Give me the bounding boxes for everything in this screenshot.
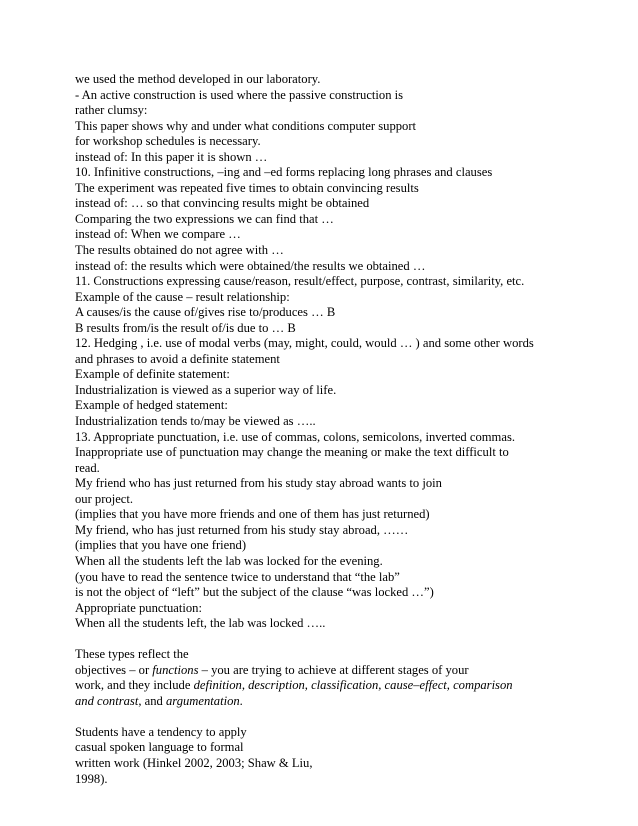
text-line: Comparing the two expressions we can find that …: [75, 211, 334, 226]
text-line: our project.: [75, 491, 134, 506]
text-line: The results obtained do not agree with …: [75, 243, 284, 258]
text-line: 13. Appropriate punctuation, i.e. use of commas, colons, semicolons, inverted commas.: [75, 429, 515, 444]
text-line: (implies that you have more friends and one of them has just returned): [75, 507, 430, 522]
text-run: .: [239, 693, 243, 708]
text-line: My friend, who has just returned from his study stay abroad, ……: [75, 522, 409, 537]
text-line: [75, 678, 615, 694]
text-line: 11. Constructions expressing cause/reason, result/effect, purpose, contrast, similarity, etc.: [75, 274, 525, 289]
italic-term: and contrast: [75, 693, 139, 708]
text-line: B results from/is the result of/is due to … B: [75, 320, 296, 335]
text-line: read.: [75, 460, 100, 475]
italic-term: definition, description, classification, cause–effect, comparison: [193, 678, 513, 693]
text-line: (you have to read the sentence twice to understand that “the lab”: [75, 569, 400, 584]
text-line: rather clumsy:: [75, 103, 148, 118]
text-line: casual spoken language to formal: [75, 740, 244, 755]
text-line: (implies that you have one friend): [75, 538, 247, 553]
text-line: Example of definite statement:: [75, 367, 230, 382]
text-line: Industrialization is viewed as a superior way of life.: [75, 382, 337, 397]
text-line: [75, 694, 615, 710]
text-run: – you are trying to achieve at different stages of your: [198, 662, 469, 677]
text-line: Appropriate punctuation:: [75, 600, 202, 615]
text-line: is not the object of “left” but the subject of the clause “was locked …”): [75, 585, 434, 600]
text-line: Industrialization tends to/may be viewed as …..: [75, 414, 316, 429]
text-line: 12. Hedging , i.e. use of modal verbs (may, might, could, would … ) and some other words: [75, 336, 534, 351]
text-line: Students have a tendency to apply: [75, 724, 247, 739]
text-line: for workshop schedules is necessary.: [75, 134, 261, 149]
paragraph-students: [75, 725, 615, 787]
paragraph-types: [75, 647, 615, 709]
text-line: Example of hedged statement:: [75, 398, 228, 413]
text-line: A causes/is the cause of/gives rise to/produces … B: [75, 305, 336, 320]
text-line: instead of: … so that convincing results might be obtained: [75, 196, 370, 211]
text-line: Inappropriate use of punctuation may change the meaning or make the text difficult to: [75, 445, 509, 460]
text-line: When all the students left, the lab was locked …..: [75, 616, 326, 631]
document-page: [75, 72, 615, 787]
text-line: 1998).: [75, 771, 108, 786]
text-line: written work (Hinkel 2002, 2003; Shaw & Liu,: [75, 755, 313, 770]
paragraph-gap: [75, 709, 615, 725]
text-run: work, and they include: [75, 678, 194, 693]
text-line: The experiment was repeated five times to obtain convincing results: [75, 180, 419, 195]
text-line: When all the students left the lab was locked for the evening.: [75, 553, 383, 568]
text-line: and phrases to avoid a definite statement: [75, 351, 280, 366]
text-line: we used the method developed in our laboratory.: [75, 72, 321, 86]
paragraph-gap: [75, 632, 615, 648]
text-line: 10. Infinitive constructions, –ing and –ed forms replacing long phrases and clauses: [75, 165, 493, 180]
text-line: [75, 663, 615, 679]
text-line: instead of: the results which were obtained/the results we obtained …: [75, 258, 426, 273]
text-line: instead of: When we compare …: [75, 227, 241, 242]
text-run: objectives – or: [75, 662, 153, 677]
text-line: instead of: In this paper it is shown …: [75, 149, 268, 164]
text-line: - An active construction is used where the passive construction is: [75, 87, 404, 102]
text-line: These types reflect the: [75, 647, 189, 662]
italic-term: argumentation: [165, 693, 240, 708]
text-line: My friend who has just returned from his study stay abroad wants to join: [75, 476, 442, 491]
text-line: Example of the cause – result relationship:: [75, 289, 290, 304]
paragraph-rules: [75, 72, 615, 632]
italic-term: functions: [152, 662, 199, 677]
text-line: This paper shows why and under what conditions computer support: [75, 118, 417, 133]
text-run: , and: [138, 693, 166, 708]
